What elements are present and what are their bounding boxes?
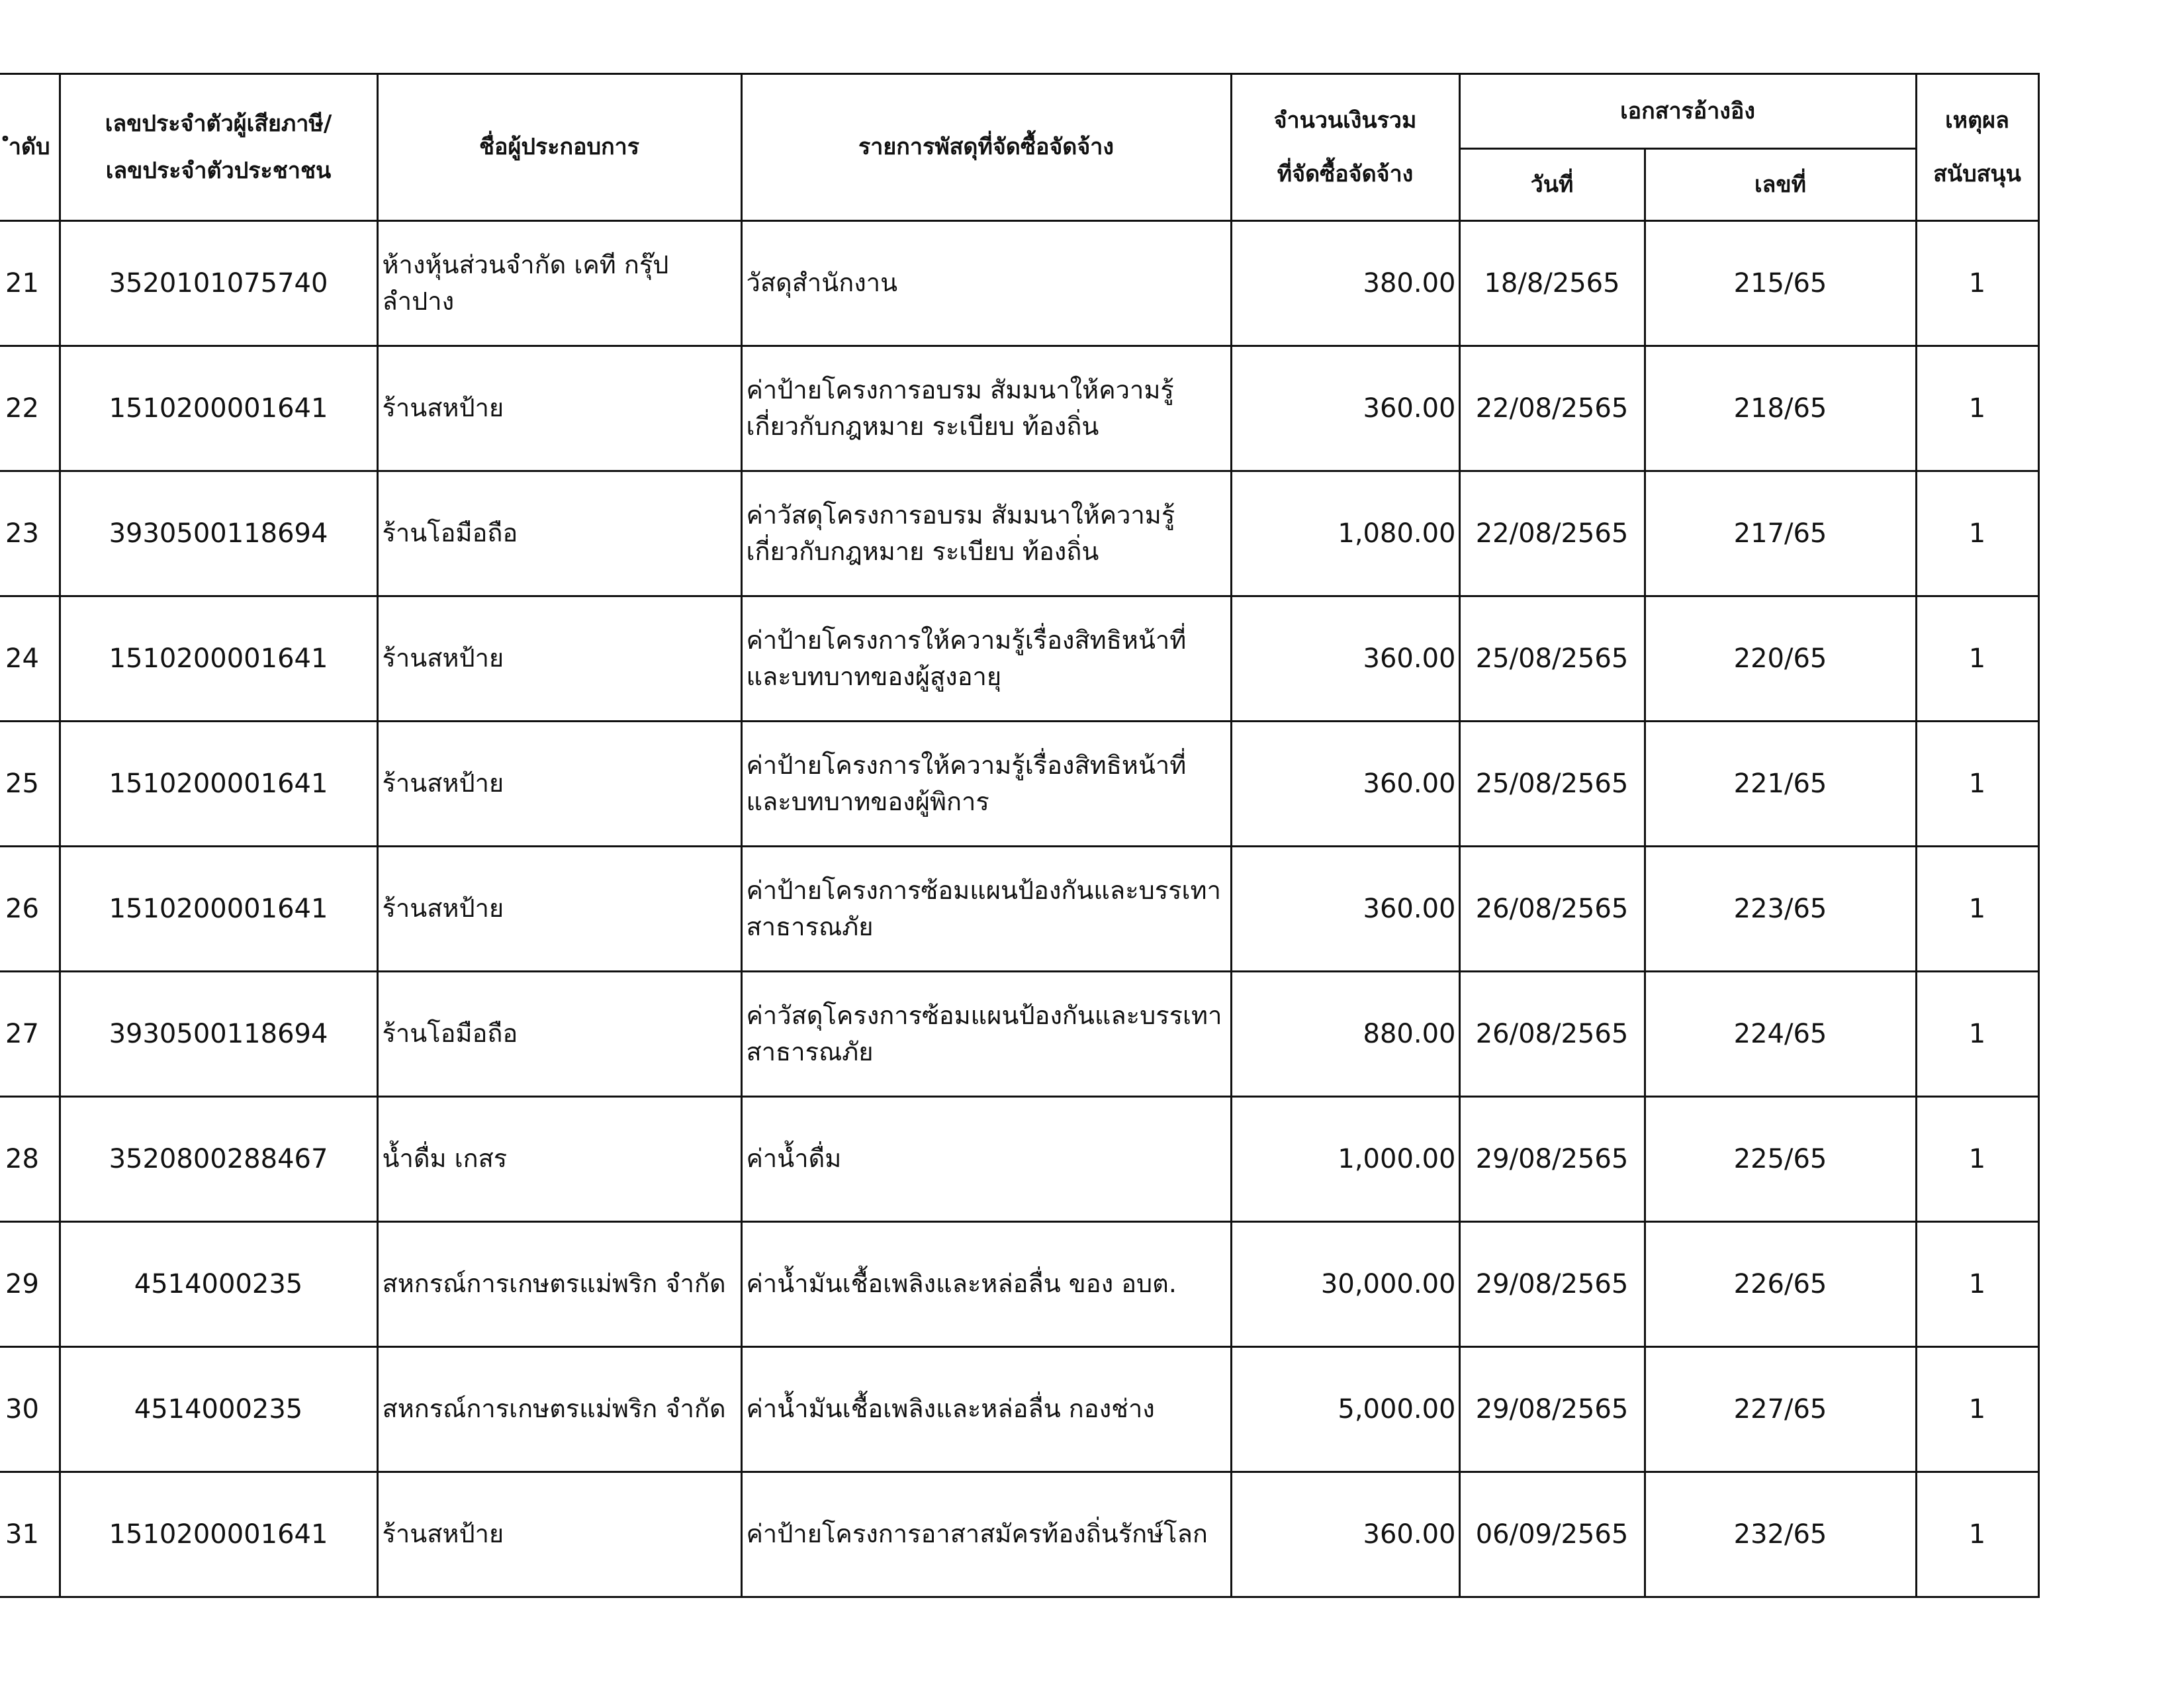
- row-reason: 1: [1916, 596, 2038, 722]
- row-doc-no: 217/65: [1645, 471, 1916, 596]
- header-tax-id: เลขประจำตัวผู้เสียภาษี/ เลขประจำตัวประชาชน: [60, 74, 377, 221]
- table-row: [0, 471, 2038, 596]
- row-date: 26/08/2565: [1459, 972, 1645, 1097]
- row-date: 22/08/2565: [1459, 471, 1645, 596]
- row-reason: 1: [1916, 221, 2038, 346]
- row-tax-id: 1510200001641: [60, 847, 377, 972]
- row-tax-id: 3930500118694: [60, 972, 377, 1097]
- row-vendor: สหกรณ์การเกษตรแม่พริก จำกัด: [377, 1347, 741, 1472]
- row-doc-no: 232/65: [1645, 1472, 1916, 1597]
- row-no: 25: [0, 722, 60, 847]
- row-tax-id: 1510200001641: [60, 722, 377, 847]
- table-row: [0, 1347, 2038, 1472]
- header-reference: เอกสารอ้างอิง: [1459, 74, 1916, 149]
- row-amount: 880.00: [1231, 972, 1459, 1097]
- row-amount: 360.00: [1231, 847, 1459, 972]
- table-row: [0, 1222, 2038, 1347]
- row-tax-id: 1510200001641: [60, 1472, 377, 1597]
- row-no: 28: [0, 1097, 60, 1222]
- table-row: [0, 1472, 2038, 1597]
- row-doc-no: 220/65: [1645, 596, 1916, 722]
- row-vendor: สหกรณ์การเกษตรแม่พริก จำกัด: [377, 1222, 741, 1347]
- header-ref-no: เลขที่: [1645, 149, 1916, 221]
- row-doc-no: 215/65: [1645, 221, 1916, 346]
- row-amount: 360.00: [1231, 596, 1459, 722]
- row-reason: 1: [1916, 972, 2038, 1097]
- row-tax-id: 1510200001641: [60, 346, 377, 471]
- row-vendor: น้ำดื่ม เกสร: [377, 1097, 741, 1222]
- row-amount: 360.00: [1231, 1472, 1459, 1597]
- table-row: [0, 972, 2038, 1097]
- row-reason: 1: [1916, 471, 2038, 596]
- header-vendor: ชื่อผู้ประกอบการ: [377, 74, 741, 221]
- row-vendor: ร้านโอมือถือ: [377, 471, 741, 596]
- table-row: [0, 722, 2038, 847]
- row-item: ค่าน้ำมันเชื้อเพลิงและหล่อลื่น กองช่าง: [741, 1347, 1231, 1472]
- row-vendor: ห้างหุ้นส่วนจำกัด เคที กรุ๊ป ลำปาง: [377, 221, 741, 346]
- row-date: 18/8/2565: [1459, 221, 1645, 346]
- table-row: [0, 346, 2038, 471]
- row-vendor: ร้านสหป้าย: [377, 847, 741, 972]
- table-body: [0, 221, 2038, 1597]
- table-row: [0, 596, 2038, 722]
- row-date: 25/08/2565: [1459, 596, 1645, 722]
- row-doc-no: 227/65: [1645, 1347, 1916, 1472]
- header-ref-date: วันที่: [1459, 149, 1645, 221]
- row-reason: 1: [1916, 847, 2038, 972]
- row-doc-no: 224/65: [1645, 972, 1916, 1097]
- row-reason: 1: [1916, 722, 2038, 847]
- row-doc-no: 226/65: [1645, 1222, 1916, 1347]
- row-date: 29/08/2565: [1459, 1347, 1645, 1472]
- row-doc-no: 218/65: [1645, 346, 1916, 471]
- row-tax-id: 1510200001641: [60, 596, 377, 722]
- row-item: ค่าป้ายโครงการอาสาสมัครท้องถิ่นรักษ์โลก: [741, 1472, 1231, 1597]
- header-reason: เหตุผล สนับสนุน: [1916, 74, 2038, 221]
- row-no: 31: [0, 1472, 60, 1597]
- row-no: 24: [0, 596, 60, 722]
- row-vendor: ร้านสหป้าย: [377, 722, 741, 847]
- row-doc-no: 225/65: [1645, 1097, 1916, 1222]
- row-tax-id: 3520101075740: [60, 221, 377, 346]
- header-item: รายการพัสดุที่จัดซื้อจัดจ้าง: [741, 74, 1231, 221]
- row-doc-no: 221/65: [1645, 722, 1916, 847]
- row-doc-no: 223/65: [1645, 847, 1916, 972]
- row-no: 29: [0, 1222, 60, 1347]
- row-date: 06/09/2565: [1459, 1472, 1645, 1597]
- row-date: 29/08/2565: [1459, 1222, 1645, 1347]
- row-no: 23: [0, 471, 60, 596]
- row-item: ค่าน้ำดื่ม: [741, 1097, 1231, 1222]
- row-no: 21: [0, 221, 60, 346]
- row-item: ค่าวัสดุโครงการอบรม สัมมนาให้ความรู้เกี่ยวกับกฎหมาย ระเบียบ ท้องถิ่น: [741, 471, 1231, 596]
- row-tax-id: 3520800288467: [60, 1097, 377, 1222]
- row-no: 26: [0, 847, 60, 972]
- row-item: วัสดุสำนักงาน: [741, 221, 1231, 346]
- row-vendor: ร้านสหป้าย: [377, 346, 741, 471]
- row-amount: 30,000.00: [1231, 1222, 1459, 1347]
- row-reason: 1: [1916, 1097, 2038, 1222]
- row-vendor: ร้านโอมือถือ: [377, 972, 741, 1097]
- row-tax-id: 4514000235: [60, 1222, 377, 1347]
- row-item: ค่าวัสดุโครงการซ้อมแผนป้องกันและบรรเทาสาธารณภัย: [741, 972, 1231, 1097]
- row-amount: 380.00: [1231, 221, 1459, 346]
- row-item: ค่าป้ายโครงการอบรม สัมมนาให้ความรู้เกี่ยวกับกฎหมาย ระเบียบ ท้องถิ่น: [741, 346, 1231, 471]
- row-item: ค่าป้ายโครงการให้ความรู้เรื่องสิทธิหน้าที่และบทบาทของผู้พิการ: [741, 722, 1231, 847]
- row-vendor: ร้านสหป้าย: [377, 596, 741, 722]
- row-amount: 360.00: [1231, 346, 1459, 471]
- table-row: [0, 847, 2038, 972]
- row-date: 26/08/2565: [1459, 847, 1645, 972]
- row-reason: 1: [1916, 1222, 2038, 1347]
- row-item: ค่าน้ำมันเชื้อเพลิงและหล่อลื่น ของ อบต.: [741, 1222, 1231, 1347]
- row-no: 30: [0, 1347, 60, 1472]
- row-amount: 1,000.00: [1231, 1097, 1459, 1222]
- row-amount: 5,000.00: [1231, 1347, 1459, 1472]
- row-tax-id: 3930500118694: [60, 471, 377, 596]
- row-no: 27: [0, 972, 60, 1097]
- row-tax-id: 4514000235: [60, 1347, 377, 1472]
- row-no: 22: [0, 346, 60, 471]
- row-reason: 1: [1916, 1347, 2038, 1472]
- table-header: [0, 74, 2038, 221]
- table-row: [0, 221, 2038, 346]
- header-no: ำดับ: [0, 74, 60, 221]
- row-vendor: ร้านสหป้าย: [377, 1472, 741, 1597]
- header-amount: จำนวนเงินรวม ที่จัดซื้อจัดจ้าง: [1231, 74, 1459, 221]
- row-item: ค่าป้ายโครงการให้ความรู้เรื่องสิทธิหน้าที่และบทบาทของผู้สูงอายุ: [741, 596, 1231, 722]
- procurement-table: [0, 73, 2040, 1598]
- row-item: ค่าป้ายโครงการซ้อมแผนป้องกันและบรรเทาสาธารณภัย: [741, 847, 1231, 972]
- row-date: 25/08/2565: [1459, 722, 1645, 847]
- row-date: 29/08/2565: [1459, 1097, 1645, 1222]
- row-amount: 1,080.00: [1231, 471, 1459, 596]
- row-date: 22/08/2565: [1459, 346, 1645, 471]
- row-amount: 360.00: [1231, 722, 1459, 847]
- row-reason: 1: [1916, 346, 2038, 471]
- table-row: [0, 1097, 2038, 1222]
- row-reason: 1: [1916, 1472, 2038, 1597]
